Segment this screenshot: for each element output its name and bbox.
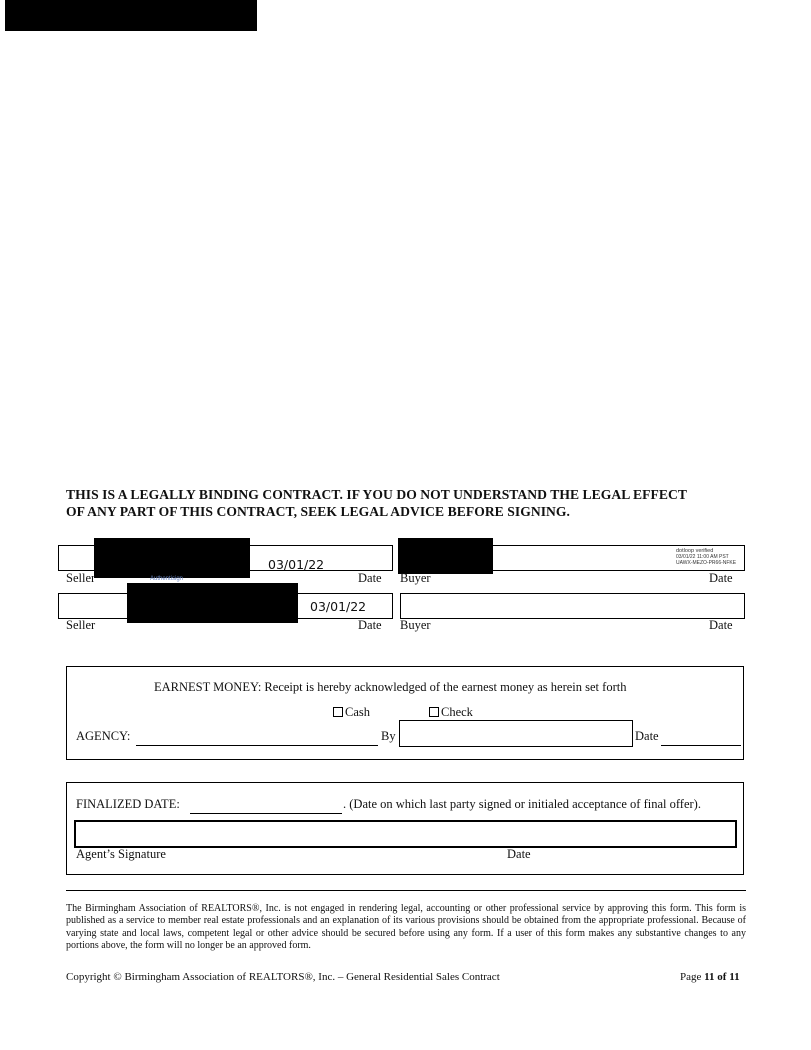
agent-signature-label: Agent’s Signature <box>76 847 166 861</box>
check-label: Check <box>441 705 473 719</box>
by-signature-box[interactable] <box>399 720 633 747</box>
check-option[interactable] <box>429 705 473 720</box>
cash-option[interactable] <box>333 705 370 720</box>
buyer-1-signature-redaction <box>398 538 493 574</box>
seller-2-date-label: Date <box>358 618 382 632</box>
buyer-1-label: Buyer <box>400 571 431 585</box>
buyer-2-date-label: Date <box>709 618 733 632</box>
agent-signature-box[interactable] <box>74 820 737 848</box>
seller-2-signature-redaction <box>127 583 298 623</box>
earnest-date-label: Date <box>635 729 659 743</box>
page-total: 11 <box>729 971 740 983</box>
check-checkbox[interactable] <box>429 707 439 717</box>
dotloop-line-3: UAWX-MEZO-PR66-NFKE <box>676 560 737 566</box>
authentisign-stamp: Authentisign <box>150 576 184 582</box>
copyright-text: Copyright © Birmingham Association of REALTORS®, Inc. – General Residential Sales Contract <box>66 971 500 983</box>
dotloop-line-1: dotloop verified <box>676 548 714 554</box>
seller-1-label: Seller <box>66 571 96 585</box>
cash-checkbox[interactable] <box>333 707 343 717</box>
cash-label: Cash <box>345 705 370 719</box>
by-label: By <box>381 729 396 743</box>
dotloop-line-2: 03/01/22 11:00 AM PST <box>676 554 729 560</box>
dotloop-verification <box>676 548 736 566</box>
agent-date-label: Date <box>507 847 531 861</box>
seller-2-label: Seller <box>66 618 96 632</box>
footer-divider <box>66 890 746 891</box>
agency-input-line[interactable] <box>136 745 378 746</box>
page-of: of <box>717 971 727 983</box>
finalized-date-label: FINALIZED DATE: <box>76 797 180 811</box>
buyer-2-signature-box[interactable] <box>400 593 745 619</box>
seller-2-date-value: 03/01/22 <box>310 599 367 614</box>
earnest-date-line[interactable] <box>661 745 741 746</box>
disclaimer-text: The Birmingham Association of REALTORS®, Inc. is not engaged in rendering legal, accounting or other professional service by approving this form. This form is published as a service to member real estate professionals and an explanation of its various provisions should be obtained from the appropriate professional. Because of varying state and local laws, competent legal or other advice should be secured before using any form. If a user of this form makes any substantive changes to any portions above, the form will no longer be an approved form. <box>66 903 746 952</box>
agency-label: AGENCY: <box>76 729 131 743</box>
buyer-2-label: Buyer <box>400 618 431 632</box>
seller-1-date-label: Date <box>358 571 382 585</box>
seller-1-signature-redaction <box>94 538 250 578</box>
legal-warning <box>66 486 756 520</box>
earnest-money-text: EARNEST MONEY: Receipt is hereby acknowledged of the earnest money as herein set forth <box>154 680 627 694</box>
seller-1-date-value: 03/01/22 <box>268 557 325 572</box>
finalized-date-note: . (Date on which last party signed or initialed acceptance of final offer). <box>343 797 701 811</box>
warning-line-1: THIS IS A LEGALLY BINDING CONTRACT. IF YOU DO NOT UNDERSTAND THE LEGAL EFFECT <box>66 487 687 502</box>
finalized-date-line[interactable] <box>190 813 342 814</box>
page-prefix: Page <box>680 971 702 983</box>
page-current: 11 <box>704 971 715 983</box>
header-redaction <box>5 0 257 31</box>
buyer-1-date-label: Date <box>709 571 733 585</box>
warning-line-2: OF ANY PART OF THIS CONTRACT, SEEK LEGAL ADVICE BEFORE SIGNING. <box>66 504 570 519</box>
page-number <box>680 971 740 983</box>
